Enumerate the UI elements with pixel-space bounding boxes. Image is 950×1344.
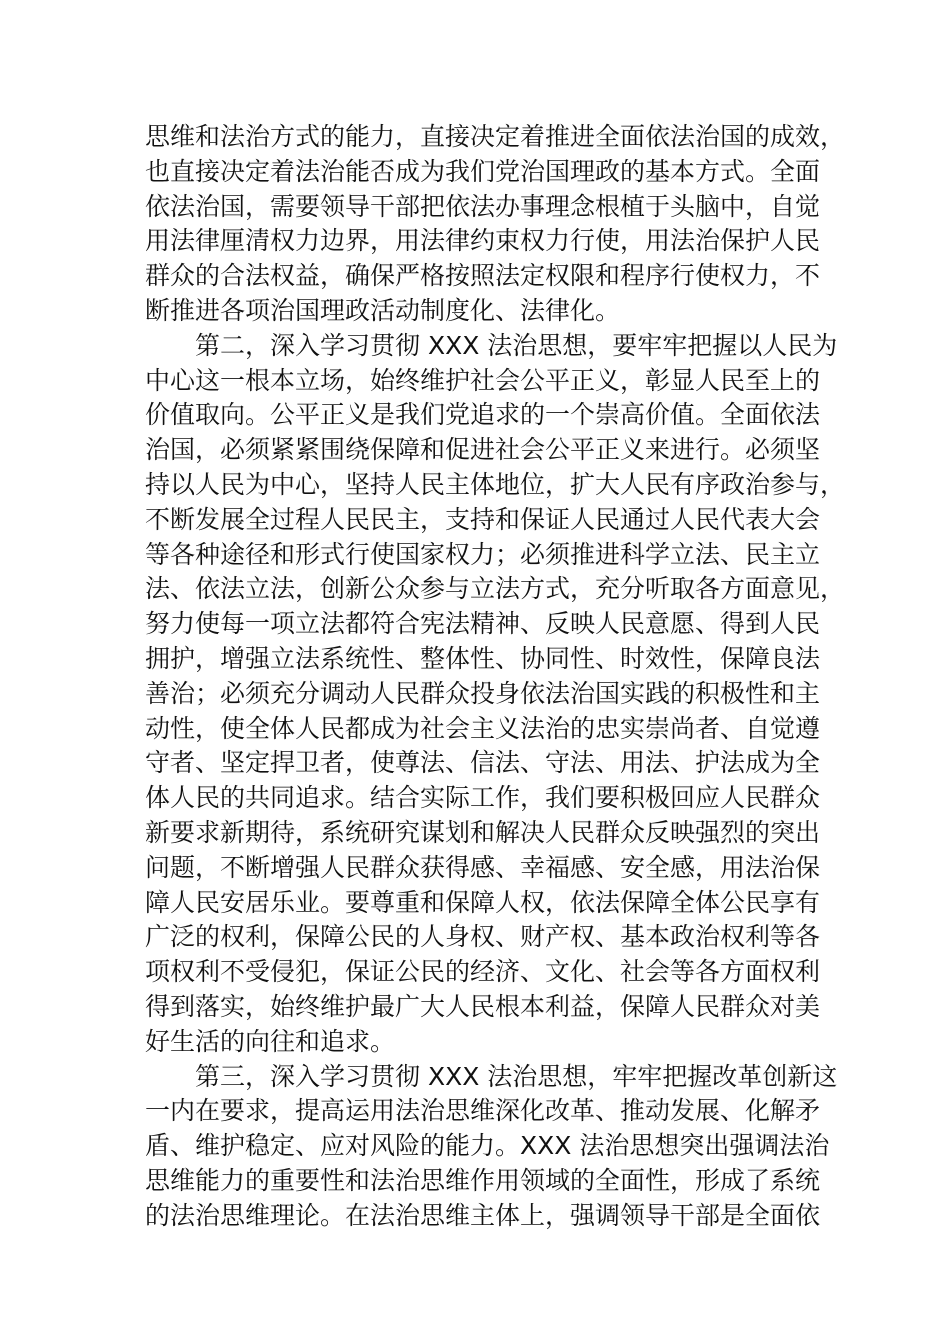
text-line: 思维能力的重要性和法治思维作用领域的全面性，形成了系统 — [145, 1165, 821, 1195]
text-line: 用法律厘清权力边界，用法律约束权力行使，用法治保护人民 — [145, 226, 821, 256]
text-line: 也直接决定着法治能否成为我们党治国理政的基本方式。全面 — [145, 156, 821, 186]
text-line: 好生活的向往和追求。 — [145, 1026, 396, 1056]
text-line: 的法治思维理论。在法治思维主体上，强调领导干部是全面依 — [145, 1200, 821, 1230]
text-line: 群众的合法权益，确保严格按照法定权限和程序行使权力，不 — [145, 261, 821, 291]
text-line: 法、依法立法，创新公众参与立法方式，充分听取各方面意见， — [145, 574, 846, 604]
paragraph-continuation — [145, 120, 846, 329]
text-line: 问题，不断增强人民群众获得感、幸福感、安全感，用法治保 — [145, 852, 821, 882]
text-line: 第三，深入学习贯彻 XXX 法治思想，牢牢把握改革创新这 — [195, 1061, 838, 1091]
text-line: 新要求新期待，系统研究谋划和解决人民群众反映强烈的突出 — [145, 817, 821, 847]
text-line: 不断发展全过程人民民主，支持和保证人民通过人民代表大会 — [145, 504, 821, 534]
text-line: 体人民的共同追求。结合实际工作，我们要积极回应人民群众 — [145, 783, 821, 813]
text-line: 努力使每一项立法都符合宪法精神、反映人民意愿、得到人民 — [145, 609, 821, 639]
text-line: 障人民安居乐业。要尊重和保障人权，依法保障全体公民享有 — [145, 887, 821, 917]
text-line: 价值取向。公平正义是我们党追求的一个崇高价值。全面依法 — [145, 400, 821, 430]
text-line: 中心这一根本立场，始终维护社会公平正义，彰显人民至上的 — [145, 365, 821, 395]
paragraph-third — [145, 1060, 838, 1234]
text-line: 思维和法治方式的能力，直接决定着推进全面依法治国的成效， — [145, 122, 846, 151]
text-line: 一内在要求，提高运用法治思维深化改革、推动发展、化解矛 — [145, 1096, 821, 1126]
text-line: 治国，必须紧紧围绕保障和促进社会公平正义来进行。必须坚 — [145, 435, 821, 465]
text-line: 广泛的权利，保障公民的人身权、财产权、基本政治权利等各 — [145, 922, 821, 952]
text-line: 持以人民为中心，坚持人民主体地位，扩大人民有序政治参与， — [145, 469, 846, 499]
text-line: 动性，使全体人民都成为社会主义法治的忠实崇尚者、自觉遵 — [145, 713, 821, 743]
text-line: 守者、坚定捍卫者，使尊法、信法、守法、用法、护法成为全 — [145, 748, 821, 778]
document-body — [145, 120, 846, 1234]
paragraph-second — [145, 329, 846, 1060]
text-line: 善治；必须充分调动人民群众投身依法治国实践的积极性和主 — [145, 678, 821, 708]
text-line: 得到落实，始终维护最广大人民根本利益，保障人民群众对美 — [145, 991, 821, 1021]
text-line: 盾、维护稳定、应对风险的能力。XXX 法治思想突出强调法治 — [145, 1131, 830, 1161]
text-line: 断推进各项治国理政活动制度化、法律化。 — [145, 295, 621, 325]
text-line: 项权利不受侵犯，保证公民的经济、文化、社会等各方面权利 — [145, 957, 821, 987]
text-line: 等各种途径和形式行使国家权力；必须推进科学立法、民主立 — [145, 539, 821, 569]
text-line: 拥护，增强立法系统性、整体性、协同性、时效性，保障良法 — [145, 643, 821, 673]
text-line: 第二，深入学习贯彻 XXX 法治思想，要牢牢把握以人民为 — [195, 330, 838, 360]
text-line: 依法治国，需要领导干部把依法办事理念根植于头脑中，自觉 — [145, 191, 821, 221]
